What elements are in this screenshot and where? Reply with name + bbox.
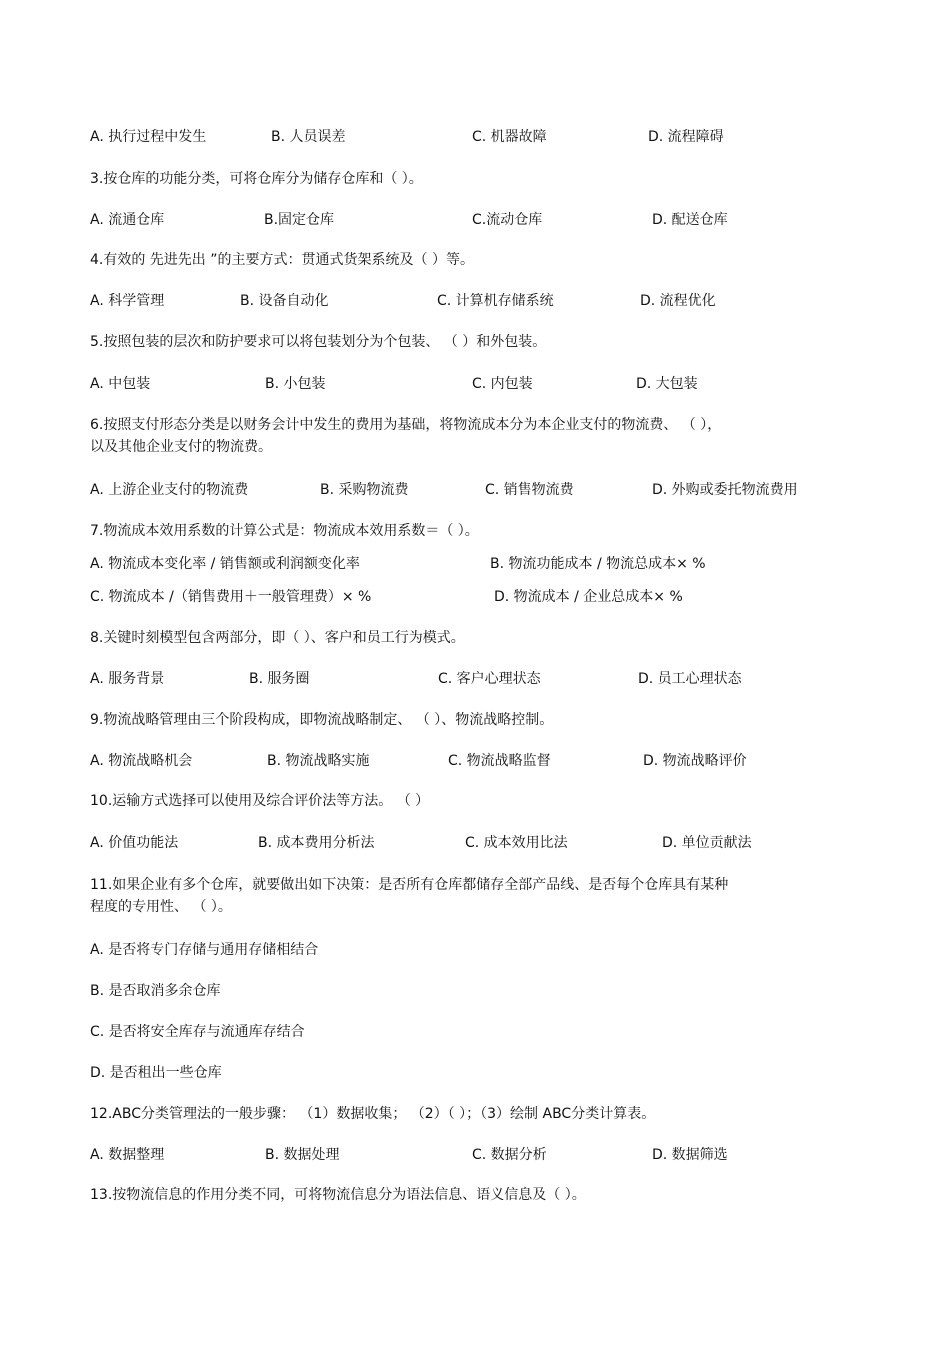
q11-stem-line2: 程度的专用性、 （ ）。 <box>90 899 232 915</box>
q7-stem: 7.物流成本效用系数的计算公式是：物流成本效用系数＝（ ）。 <box>90 523 479 539</box>
q9-option-a: A. 物流战略机会 <box>90 753 193 769</box>
q6-stem-line1: 6.按照支付形态分类是以财务会计中发生的费用为基础，将物流成本分为本企业支付的物流费、 （ ）， <box>90 417 722 433</box>
q8-option-c: C. 客户心理状态 <box>438 671 541 687</box>
q5-option-d: D. 大包装 <box>636 376 698 392</box>
q9-option-b: B. 物流战略实施 <box>267 753 370 769</box>
q12-option-b: B. 数据处理 <box>265 1147 340 1163</box>
q12-stem: 12.ABC分类管理法的一般步骤： （1）数据收集； （2）（ ）；（3）绘制 ABC分类计算表。 <box>90 1106 656 1122</box>
q4-option-a: A. 科学管理 <box>90 293 165 309</box>
q7-option-d: D. 物流成本 / 企业总成本× % <box>494 589 683 605</box>
q9-option-d: D. 物流战略评价 <box>643 753 747 769</box>
q11-option-c: C. 是否将安全库存与流通库存结合 <box>90 1024 305 1040</box>
q8-stem: 8.关键时刻模型包含两部分，即（ ）、客户和员工行为模式。 <box>90 630 465 646</box>
q6-option-d: D. 外购或委托物流费用 <box>652 482 798 498</box>
q8-option-d: D. 员工心理状态 <box>638 671 742 687</box>
q10-option-c: C. 成本效用比法 <box>465 835 568 851</box>
q11-option-b: B. 是否取消多余仓库 <box>90 983 221 999</box>
q3-option-a: A. 流通仓库 <box>90 212 165 228</box>
q7-option-b: B. 物流功能成本 / 物流总成本× % <box>490 556 706 572</box>
q10-option-d: D. 单位贡献法 <box>662 835 752 851</box>
q12-option-d: D. 数据筛选 <box>652 1147 728 1163</box>
q13-stem: 13.按物流信息的作用分类不同，可将物流信息分为语法信息、语义信息及（ ）。 <box>90 1187 586 1203</box>
q12-option-a: A. 数据整理 <box>90 1147 165 1163</box>
q2-option-a: A. 执行过程中发生 <box>90 129 207 145</box>
q10-option-a: A. 价值功能法 <box>90 835 179 851</box>
q11-option-d: D. 是否租出一些仓库 <box>90 1065 222 1081</box>
q11-stem-line1: 11.如果企业有多个仓库，就要做出如下决策：是否所有仓库都储存全部产品线、是否每个仓库具有某种 <box>90 877 729 893</box>
q4-stem: 4.有效的 先进先出 ”的主要方式：贯通式货架系统及（ ）等。 <box>90 252 474 268</box>
q2-option-c: C. 机器故障 <box>472 129 547 145</box>
q5-option-a: A. 中包装 <box>90 376 151 392</box>
q5-option-c: C. 内包装 <box>472 376 533 392</box>
q3-option-c: C.流动仓库 <box>472 212 543 228</box>
q9-stem: 9.物流战略管理由三个阶段构成，即物流战略制定、 （ ）、物流战略控制。 <box>90 712 554 728</box>
q12-option-c: C. 数据分析 <box>472 1147 547 1163</box>
q3-option-b: B.固定仓库 <box>264 212 335 228</box>
q6-option-a: A. 上游企业支付的物流费 <box>90 482 249 498</box>
q3-option-d: D. 配送仓库 <box>652 212 728 228</box>
q6-option-c: C. 销售物流费 <box>485 482 574 498</box>
q6-stem-line2: 以及其他企业支付的物流费。 <box>90 439 272 455</box>
q3-stem: 3.按仓库的功能分类，可将仓库分为储存仓库和（ ）。 <box>90 171 423 187</box>
q4-option-c: C. 计算机存储系统 <box>437 293 554 309</box>
q6-option-b: B. 采购物流费 <box>320 482 409 498</box>
q7-option-c: C. 物流成本 /（销售费用＋一般管理费）× % <box>90 589 372 605</box>
q7-option-a: A. 物流成本变化率 / 销售额或利润额变化率 <box>90 556 360 572</box>
q10-stem: 10.运输方式选择可以使用及综合评价法等方法。 （ ） <box>90 793 430 809</box>
q9-option-c: C. 物流战略监督 <box>448 753 551 769</box>
q10-option-b: B. 成本费用分析法 <box>258 835 375 851</box>
q4-option-d: D. 流程优化 <box>640 293 716 309</box>
q4-option-b: B. 设备自动化 <box>240 293 329 309</box>
q5-stem: 5.按照包装的层次和防护要求可以将包装划分为个包装、 （ ）和外包装。 <box>90 334 547 350</box>
q2-option-d: D. 流程障碍 <box>648 129 724 145</box>
q11-option-a: A. 是否将专门存储与通用存储相结合 <box>90 942 319 958</box>
q5-option-b: B. 小包装 <box>265 376 326 392</box>
q2-option-b: B. 人员误差 <box>271 129 346 145</box>
q8-option-a: A. 服务背景 <box>90 671 165 687</box>
q8-option-b: B. 服务圈 <box>249 671 310 687</box>
